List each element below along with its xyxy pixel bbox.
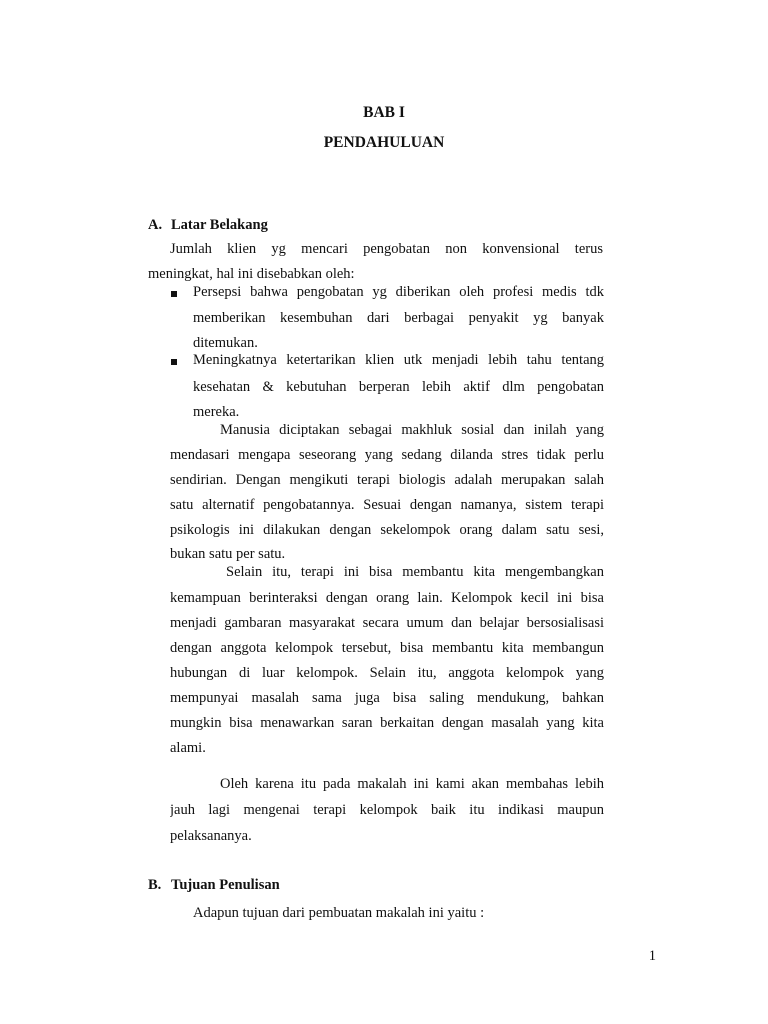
paragraph-2-line-6: mempunyai masalah sama juga bisa saling mendukung, bahkan	[170, 690, 604, 706]
bullet-2-line-3: mereka.	[193, 404, 240, 420]
paragraph-3-line-3: pelaksananya.	[170, 828, 252, 844]
bullet-1-line-3: ditemukan.	[193, 335, 258, 351]
section-b-title: Tujuan Penulisan	[171, 877, 280, 893]
chapter-title: BAB I	[363, 104, 405, 121]
paragraph-2-line-2: kemampuan berinteraksi dengan orang lain. Kelompok kecil ini bisa	[170, 590, 604, 606]
paragraph-1-line-1: Manusia diciptakan sebagai makhluk sosial dan inilah yang	[220, 422, 604, 438]
bullet-2-line-1: Meningkatnya ketertarikan klien utk menjadi lebih tahu tentang	[193, 352, 604, 368]
paragraph-2-line-1: Selain itu, terapi ini bisa membantu kita mengembangkan	[226, 564, 604, 580]
chapter-subtitle: PENDAHULUAN	[323, 134, 445, 151]
section-b-heading	[148, 877, 280, 894]
paragraph-2-line-5: hubungan di luar kelompok. Selain itu, anggota kelompok yang	[170, 665, 604, 681]
bullet-marker	[171, 291, 177, 297]
section-a-heading	[148, 217, 268, 234]
paragraph-1-line-2: mendasari mengapa seseorang yang sedang dilanda stres tidak perlu	[170, 447, 604, 463]
paragraph-1-line-3: sendirian. Dengan mengikuti terapi biologis adalah merupakan salah	[170, 472, 604, 488]
intro-line-1: Jumlah klien yg mencari pengobatan non konvensional terus	[170, 241, 603, 257]
section-b-letter: B.	[148, 877, 162, 893]
bullet-marker	[171, 359, 177, 365]
paragraph-2-line-3: menjadi gambaran masyarakat secara umum dan belajar bersosialisasi	[170, 615, 604, 631]
section-b-intro: Adapun tujuan dari pembuatan makalah ini yaitu :	[193, 905, 485, 921]
bullet-1-line-1: Persepsi bahwa pengobatan yg diberikan oleh profesi medis tdk	[193, 284, 604, 300]
paragraph-3-line-2: jauh lagi mengenai terapi kelompok baik itu indikasi maupun	[170, 802, 604, 818]
bullet-1-line-2: memberikan kesembuhan dari berbagai penyakit yg banyak	[193, 310, 604, 326]
section-a-letter: A.	[148, 217, 163, 233]
paragraph-2-line-7: mungkin bisa menawarkan saran berkaitan dengan masalah yang kita	[170, 715, 604, 731]
paragraph-1-line-6: bukan satu per satu.	[170, 546, 286, 562]
paragraph-3-line-1: Oleh karena itu pada makalah ini kami akan membahas lebih	[220, 776, 604, 792]
paragraph-2-line-8: alami.	[170, 740, 206, 756]
paragraph-1-line-5: psikologis ini dilakukan dengan sekelompok orang dalam satu sesi,	[170, 522, 604, 538]
paragraph-1-line-4: satu alternatif pengobatannya. Sesuai dengan namanya, sistem terapi	[170, 497, 604, 513]
paragraph-2-line-4: dengan anggota kelompok tersebut, bisa membantu kita membangun	[170, 640, 604, 656]
intro-line-2: meningkat, hal ini disebabkan oleh:	[148, 266, 355, 282]
page-number: 1	[648, 948, 656, 964]
bullet-2-line-2: kesehatan & kebutuhan berperan lebih aktif dlm pengobatan	[193, 379, 604, 395]
section-a-title: Latar Belakang	[171, 217, 268, 233]
